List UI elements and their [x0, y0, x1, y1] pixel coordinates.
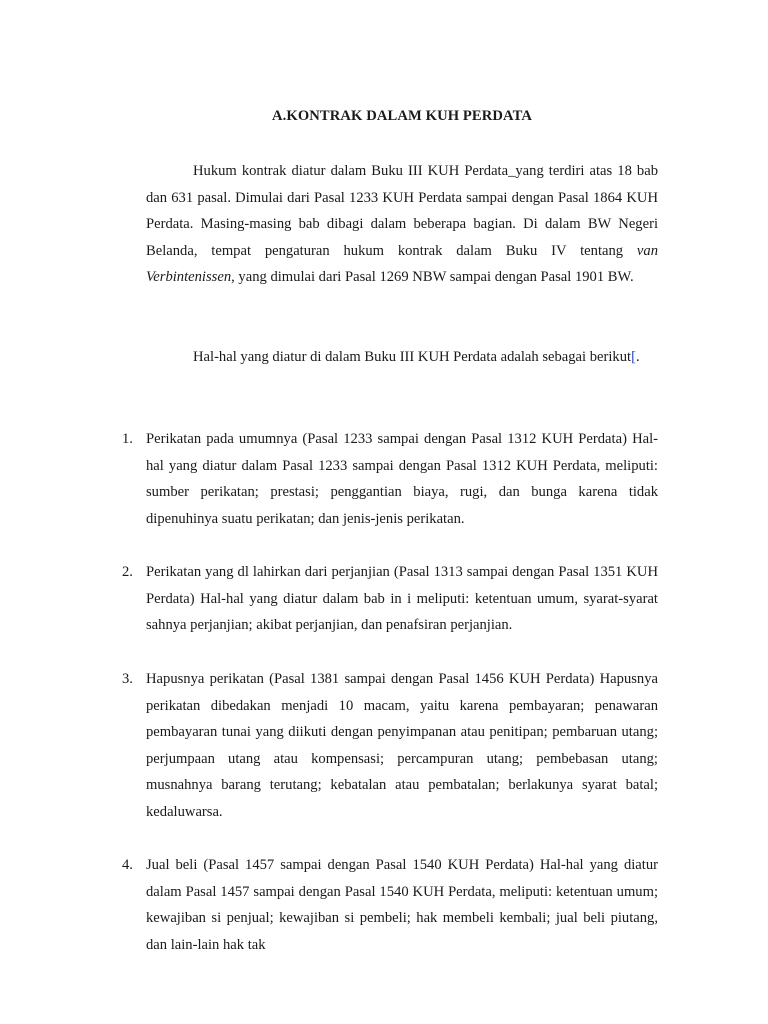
- list-item-text: Hapusnya perikatan (Pasal 1381 sampai dengan Pasal 1456 KUH Perdata) Hapusnya perikatan dibedakan menjadi 10 macam, yaitu karena pembayaran; penawaran pembayaran tunai yang diikuti dengan penyimpanan atau penitipan; pembaruan utang; perjumpaan utang atau kompensasi; percampuran utang; pembebasan utang; musnahnya barang terutang; kebatalan atau pembatalan; berlakunya syarat batal; kedaluwarsa.: [146, 671, 658, 820]
- list-item-number: 3.: [122, 671, 133, 687]
- intro-text-part1: Hukum kontrak diatur dalam Buku III KUH Perdata_yang terdiri atas 18 bab dan 631 pasal. Dimulai dari Pasal 1233 KUH Perdata sampai dengan Pasal 1864 KUH Perdata. Masing-masing bab dibagi dalam beberapa bagian. Di dalam BW Negeri Belanda, tempat pengaturan hukum kontrak dalam Buku IV tentang: [146, 163, 658, 259]
- list-item-number: 2.: [122, 564, 133, 580]
- scope-end: .: [635, 349, 640, 365]
- list-item-text: Perikatan yang dl lahirkan dari perjanjian (Pasal 1313 sampai dengan Pasal 1351 KUH Perdata) Hal-hal yang diatur dalam bab in i meliputi: ketentuan umum, syarat-syarat sahnya perjanjian; akibat perjanjian, dan penafsiran perjanjian.: [146, 564, 658, 634]
- list-item: [122, 559, 658, 639]
- document-title: A.KONTRAK DALAM KUH PERDATA: [272, 108, 532, 124]
- list-item-text: Jual beli (Pasal 1457 sampai dengan Pasal 1540 KUH Perdata) Hal-hal yang diatur dalam Pasal 1457 sampai dengan Pasal 1540 KUH Perdata, meliputi: ketentuan umum; kewajiban si penjual; kewajiban si pembeli; hak membeli kembali; jual beli piutang, dan lain-lain hak tak: [146, 857, 658, 953]
- list-item: [122, 426, 658, 532]
- list-item: [122, 852, 658, 958]
- intro-text-part2: , yang dimulai dari Pasal 1269 NBW sampai dengan Pasal 1901 BW.: [231, 269, 634, 286]
- scope-paragraph: [146, 344, 658, 371]
- list-item: [122, 666, 658, 826]
- list-item-text: Perikatan pada umumnya (Pasal 1233 sampai dengan Pasal 1312 KUH Perdata) Hal-hal yang diatur dalam Pasal 1233 sampai dengan Pasal 1312 KUH Perdata, meliputi: sumber perikatan; prestasi; penggantian biaya, rugi, dan bunga karena tidak dipenuhinya suatu perikatan; dan jenis-jenis perikatan.: [146, 431, 658, 527]
- intro-italic-term: van Verbintenissen: [146, 242, 658, 286]
- list-item-number: 4.: [122, 857, 133, 873]
- footnote-link[interactable]: [: [631, 349, 636, 365]
- scope-text: Hal-hal yang diatur di dalam Buku III KUH Perdata adalah sebagai berikut: [193, 349, 632, 365]
- intro-paragraph: [146, 158, 658, 291]
- list-item-number: 1.: [122, 431, 133, 447]
